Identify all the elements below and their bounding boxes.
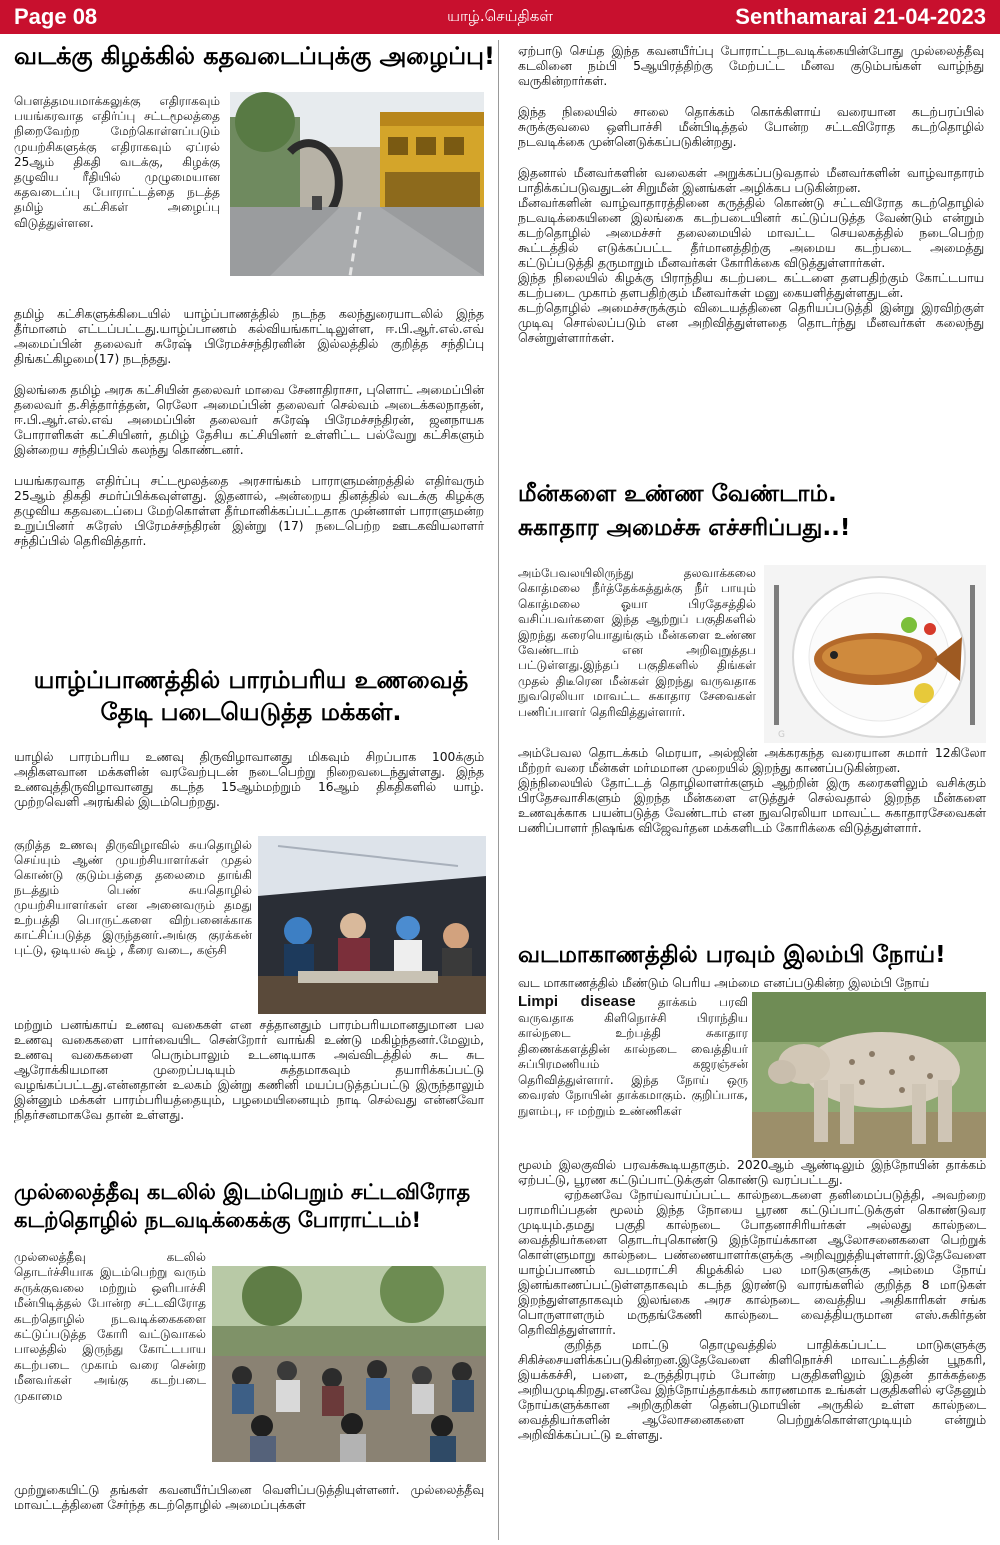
lumpy-lead-text: வட மாகாணத்தில் மீண்டும் பெரிய அம்மை எனப்படுகின்ற இலம்பி நோய்	[518, 976, 930, 990]
disease-name: Limpi disease	[518, 993, 636, 1010]
article-food-para1: யாழில் பாரம்பரிய உணவு திருவிழாவானது மிகவும் சிறப்பாக 100க்கும் அதிகளவான மக்களின் வரவேற்புடன் நடைபெற்று நிறைவடைந்துள்ளது. இந்த உணவுத்திருவிழாவானது கடந்த 15ஆம்மற்றும் 16ஆம் திகதிகளில் யாழ். முற்றவெளி அரங்கில் இடம்பெற்றது.	[14, 750, 484, 809]
fishing-right-para2: இந்த நிலையில் சாலை தொக்கம் கொக்கிளாய் வரையான கடற்பரப்பில் சுருக்குவலை ஒளிபாச்சி மீன்பிடித்தல் போன்ற சட்டவிரோத கடற்தொழில் நடவடிக்கை முன்னெடுக்கப்படுகின்றது.	[518, 105, 984, 149]
headline-fish-line1: மீன்களை உண்ண வேண்டாம்.	[518, 481, 837, 507]
article-fishing-continued	[518, 44, 984, 346]
fishing-right-para6: கடற்தொழில் அமைச்சருக்கும் விடையத்தினை தெரியப்படுத்தி இன்று இரவிற்குள் முடிவு சொல்லப்படும் என அறிவித்துள்ளதை தொடர்ந்து மீனவர்கள் கலைந்து சென்றுள்ளார்கள்.	[518, 301, 984, 345]
article-dead-fish-headline	[518, 477, 988, 545]
article-shutdown-body	[14, 307, 484, 549]
article-shutdown-para2: இலங்கை தமிழ் அரசு கட்சியின் தலைவர் மாவை சேனாதிராசா, புளொட் அமைப்பின் தலைவர் த.சித்தார்த்தன், ரெலோ அமைப்பின் தலைவர் செல்வம் அடைக்கலநாதன், ஈ.பி.ஆர்.எல்.எவ் அமைப்பின் தலைவர் சுரேஷ் பிரேமச்சந்திரன், ஜனநாயக போராளிகள் கட்சியினர், தமிழ் தேசிய கட்சியினர் உள்ளிட்ட பல்வேறு கட்சிகளும் இன்றைய சந்திப்பில் கலந்து கொண்டனர்.	[14, 383, 484, 457]
headline-food-line2: தேடி படையெடுத்த மக்கள்.	[100, 698, 402, 726]
photo-fishermen-protest	[212, 1266, 486, 1462]
fishing-right-para1: ஏற்பாடு செய்த இந்த கவனயீர்ப்பு போராட்டநடவடிக்கையின்போது முல்லைத்தீவு கடலினை நம்பி 5ஆயிரத்திற்கு மேற்பட்ட மீனவ குடும்பங்கள் வாழ்ந்து வருகின்றார்கள்.	[518, 44, 984, 88]
article-lumpy-skin-headline	[518, 938, 988, 972]
headline-fishing-line1: முல்லைத்தீவு கடலில் இடம்பெறும் சட்டவிரோத	[14, 1180, 471, 1204]
article-food-para2b: மற்றும் பனங்காய் உணவு வகைகள் என சத்தானதும் பாரம்பரியமானதுமான பல உணவு வகைகளை பார்வையிட சென்றோர் வாங்கி உண்டு மகிழ்ந்தனர்.மேலும், உணவு வகைகளை பெரும்பாலும் உடனடியாக அவ்விடத்தில் சுட சுட ஆரோக்கியமான முறைப்படியும் சுத்தமாகவும் தயாரிக்கப்பட்டு வழங்கப்பட்டது.என்னதான் உலகம் இன்று கணினி மயப்படுத்தப்பட்டு இருந்தாலும் இன்னும் மக்கள் பாரம்பரியத்தையும், பழமையினையும் நாடி செல்வது என்னவோ நிதர்சனமாகவே தான் உள்ளது.	[14, 1018, 484, 1122]
photo-empty-street	[230, 92, 484, 276]
fishing-right-para3: இதனால் மீனவர்களின் வலைகள் அறுக்கப்படுவதால் மீனவர்களின் வாழ்வாதாரம் பாதிக்கப்படுவதுடன் சிறுமீன் இனங்கள் அழிக்கப படுகின்றன.	[518, 166, 984, 195]
article-lumpy-skin-lead	[518, 976, 986, 991]
photo-fish-plate	[764, 565, 986, 743]
article-fishing-para1a: முல்லைத்தீவு கடலில் தொடர்ச்சியாக இடம்பெற்று வரும் சுருக்குவலை மற்றும் ஒளிபாச்சி மீன்பிடித்தல் போன்ற சட்டவிரோத கடற்தொழில் நடவடிக்கைகளை கட்டுப்படுத்த கோரி வட்டுவாகல் பாலத்தில் இருந்து கோட்டபாய கடற்படை முகாம் வரை சென்ற மீனவர்கள் அங்கு கடற்படை முகாமை	[14, 1250, 206, 1403]
paper-date: Senthamarai 21-04-2023	[735, 4, 986, 29]
article-food-festival-headline	[14, 664, 488, 728]
lumpy-para3: குறித்த மாட்டு தொழுவத்தில் பாதிக்கப்பட்ட மாடுகளுக்கு சிகிச்சையளிக்கப்படுகின்றன.இதேவேளை கிளிநொச்சி மாவட்டத்தின் பூநகரி, இயக்கச்சி, பளை, உருத்திரபுரம் போன்ற பகுதிகளிலும் இதன் தாக்கத்தை அறியமுடிகிறது.எனவே இந்நோய்த்தாக்கம் காரணமாக உங்கள் பகுதிகளில் ஏதேனும் நோய்களுக்கான அறிகுறிகள் தென்படுமாயின் அருகில் உள்ள கால்நடை வைத்தியர்களின் ஆலோசனைகளை பெற்றுக்கொள்ளமுடியும் என்றும் அறிவிக்கப்பட்டு உள்ளது.	[518, 1338, 986, 1442]
article-shutdown	[14, 38, 495, 74]
article-lumpy-skin-wrap	[518, 994, 748, 1119]
article-fishing-wrap	[14, 1250, 206, 1404]
article-shutdown-intro-text: பௌத்தமயமாக்கலுக்கு எதிராகவும் பயங்கரவாத எதிர்ப்பு சட்டமூலத்தை நிறைவேற்ற மேற்கொள்ளப்படும் முயற்சிகளுக்கு எதிராகவும் ஏப்ரல் 25ஆம் திகதி வடக்கு, கிழக்கு தழுவிய ரீதியில் முழுமையான கதவடைப்பு போராட்டத்தை நடத்த தமிழ் கட்சிகள் அழைப்பு விடுத்துள்ளன.	[14, 94, 220, 230]
page-number: Page 08	[14, 4, 98, 29]
headline-fish-line2: சுகாதார அமைச்சு எச்சரிப்பது..!	[518, 515, 851, 541]
article-dead-fish-wrap	[518, 566, 756, 720]
headline-food-line1: யாழ்ப்பாணத்தில் பாரம்பரிய உணவைத்	[33, 666, 469, 694]
article-fish-para1b: அம்பேவல தொடக்கம் மெரயா, அல்ஜின் அக்கரகந்த வரையான சுமார் 12கிலோ மீற்றர் வரை மீன்கள் மர்மமான முறையில் இறந்து காணப்படுகின்றன.	[518, 746, 986, 775]
article-shutdown-para1: தமிழ் கட்சிகளுக்கிடையில் யாழ்ப்பாணத்தில் நடந்த கலந்துரையாடலில் இந்த தீர்மானம் எட்டப்பட்டது.யாழ்ப்பாணம் கல்வியங்காட்டிலுள்ள, ஈ.பி.ஆர்.எல்.எவ் அமைப்பின் தலைவர் சுரேஷ் பிரேமச்சந்திரனின் இல்லத்தில் குறித்த சந்திப்பு திங்கட்கிழமை(17) நடந்தது.	[14, 307, 484, 366]
lumpy-para2: ஏற்கனவே நோய்வாய்ப்பட்ட கால்நடைகளை தனிமைப்படுத்தி, அவற்றை பராமரிப்பதன் மூலம் இந்த நோயை பூரண கட்டுப்பாட்டுக்குள் கொண்டுவர முடியும்.தமது பகுதி கால்நடை போதனாசிரியர்கள் அல்லது கால்நடை வைத்தியர்களை தொடர்புகொண்டு இந்நோய்க்கான ஆலோசனைகளை பெற்றுக் கொள்ளுமாறு கால்நடை பண்ணையாளர்களுக்கு அறிவுறுத்தியுள்ளார்.இதேவேளை யாழ்ப்பாணம் வடமராட்சி கிழக்கில் பல மாடுகளுக்கு அம்மை நோய் இனங்காணப்பட்டுள்ளதாகவும் கடந்த இரண்டு வாரங்களில் குறித்த 8 மாடுகள் இறந்துள்ளதாகவும் இலங்கை அரச கால்நடை வைத்திய அதிகாரிகள் சங்க பொருளாளரும் மருதங்கேணி கால்நடை வைத்தியருமான எஸ்.சுகிர்தன் தெரிவித்துள்ளார்.	[518, 1188, 986, 1337]
article-dead-fish-body	[518, 746, 986, 836]
watermark-g: G	[778, 730, 785, 740]
article-shutdown-intro	[14, 94, 220, 231]
masthead-bar	[0, 0, 1000, 34]
article-fishing-body	[14, 1483, 484, 1513]
headline-lumpy-skin: வடமாகாணத்தில் பரவும் இலம்பி நோய்!	[518, 942, 946, 968]
article-fishing-protest-headline	[14, 1178, 488, 1234]
article-lumpy-skin-body	[518, 1158, 986, 1443]
article-fishing-para1b: முற்றுகையிட்டு தங்கள் கவனயீர்ப்பினை வெளிப்படுத்தியுள்ளனர். முல்லைத்தீவு மாவட்டத்தினை சேர்ந்த கடற்தொழில் அமைப்புக்கள்	[14, 1483, 484, 1512]
column-divider	[498, 40, 499, 1540]
article-shutdown-para3: பயங்கரவாத எதிர்ப்பு சட்டமூலத்தை அரசாங்கம் பாராளுமன்றத்தில் எதிர்வரும் 25ஆம் திகதி சமர்ப்பிக்கவுள்ளது. இதனால், அன்றைய தினத்தில் வடக்கு கிழக்கு தழுவிய கதவடைப்பை மேற்கொள்ள தீர்மானிக்கப்பட்டதாக முன்னாள் பாராளுமன்ற உறுப்பினர் சுரேஸ் பிரேமச்சந்திரன் இன்று (17) நடைபெற்ற ஊடகவியலாளர் சந்திப்பில் தெரிவித்தார்.	[14, 474, 484, 548]
article-food-wrap	[14, 838, 252, 958]
article-fish-para2: இந்நிலையில் தோட்டத் தொழிலாளர்களும் ஆற்றின் இரு கரைகளிலும் வசிக்கும் பிரதேசவாசிகளும் இறந்த மீன்களை எடுத்துச் செல்வதால் இறந்த மீன்களை உணவுக்காக பயன்படுத்த வேண்டாம் என நுவரெலியா மாவட்ட சுகாதாரசேவைகள் பணிப்பாளர் நிஷங்க விஜேவர்தன மக்களிடம் கோரிக்கை விடுத்துள்ளார்.	[518, 776, 986, 835]
section-title: யாழ்.செய்திகள்	[447, 7, 553, 25]
lumpy-para1b: மூலம் இலகுவில் பரவக்கூடியதாகும். 2020ஆம் ஆண்டிலும் இந்நோயின் தாக்கம் ஏற்பட்டு, பூரண கட்டுப்பாட்டுக்குள் கொண்டு வரப்பட்டது.	[518, 1158, 986, 1187]
lumpy-wrap-paragraph	[518, 994, 748, 1119]
fishing-right-para4: மீனவர்களின் வாழ்வாதாரத்தினை கருத்தில் கொண்டு சட்டவிரோத கடற்தொழில் நடவடிக்கையினை இலங்கை கடற்படையினர் கட்டுப்படுத்த வேண்டும் என்றும் கடற்தொழில் அமைச்சர் தலைமையில் மாவட்ட செயலகத்தில் நடைபெற்ற கூட்டத்தில் எடுக்கப்பட்ட தீர்மானத்திற்கு அமைய கடற்படை அமைத்து கட்டுப்படுத்தி தருமாறும் மீனவர்கள் கோரிக்கை விடுத்துள்ளார்கள்.	[518, 196, 984, 270]
headline-shutdown: வடக்கு கிழக்கில் கதவடைப்புக்கு அழைப்பு!	[14, 42, 495, 70]
lumpy-para1a: தாக்கம் பரவி வருவதாக கிளிநொச்சி பிராந்திய கால்நடை உற்பத்தி சுகாதார திணைக்களத்தின் கால்நடை வைத்தியர் சுப்பிரமணியம் கஜரஞ்சன் தெரிவித்துள்ளார். இந்த நோய் ஒரு வைரஸ் நோயின் தாக்கமாகும். குறிப்பாக, நுளம்பு, ஈ மற்றும் உண்ணிகள்	[518, 995, 748, 1118]
article-food-para2a: குறித்த உணவு திருவிழாவில் சுயதொழில் செய்யும் ஆண் முயற்சியாளர்கள் முதல் கொண்டு குடும்பத்தை தலைமை தாங்கி நடத்தும் பெண் சுயதொழில் முயற்சியாளர்கள் என அனைவரும் தமது உற்பத்தி பொருட்களை விற்பனைக்காக காட்சிப்படுத்த இருந்தனர்.அங்கு குரக்கன் புட்டு, ஒடியல் கூழ் , கீரை வடை, கஞ்சி	[14, 838, 252, 957]
article-food-body	[14, 1018, 484, 1123]
article-fish-para1a: அம்பேவலயிலிருந்து தலவாக்கலை கொத்மலை நீர்த்தேக்கத்துக்கு நீர் பாயும் கொத்மலை ஓயா பிரதேசத்தில் வசிப்பவர்களை இந்த ஆற்றுப் பகுதிகளில் இறந்து கரையொதுங்கும் மீன்களை உண்ண வேண்டாம் என அறிவுறுத்தப பட்டுள்ளது.இந்தப் பகுதிகளில் திங்கள் முதல் திடீரென மீன்கள் இறந்து வருவதாக நுவரெலியா மாவட்ட சுகாதார சேவைகள் பணிப்பாளர் தெரிவித்துள்ளார்.	[518, 566, 756, 719]
headline-fishing-line2: கடற்தொழில் நடவடிக்கைக்கு போராட்டம்!	[14, 1208, 422, 1232]
photo-food-festival	[258, 836, 486, 1014]
photo-infected-cow	[752, 992, 986, 1158]
fishing-right-para5: இந்த நிலையில் கிழக்கு பிராந்திய கடற்படை கட்டளை தளபதிற்கும் கோட்டபாய கடற்படை முகாம் தளபதிற்கும் மீனவர்கள் மனு கையளித்துள்ளதுடன்.	[518, 271, 984, 300]
article-food-festival-intro	[14, 750, 484, 810]
